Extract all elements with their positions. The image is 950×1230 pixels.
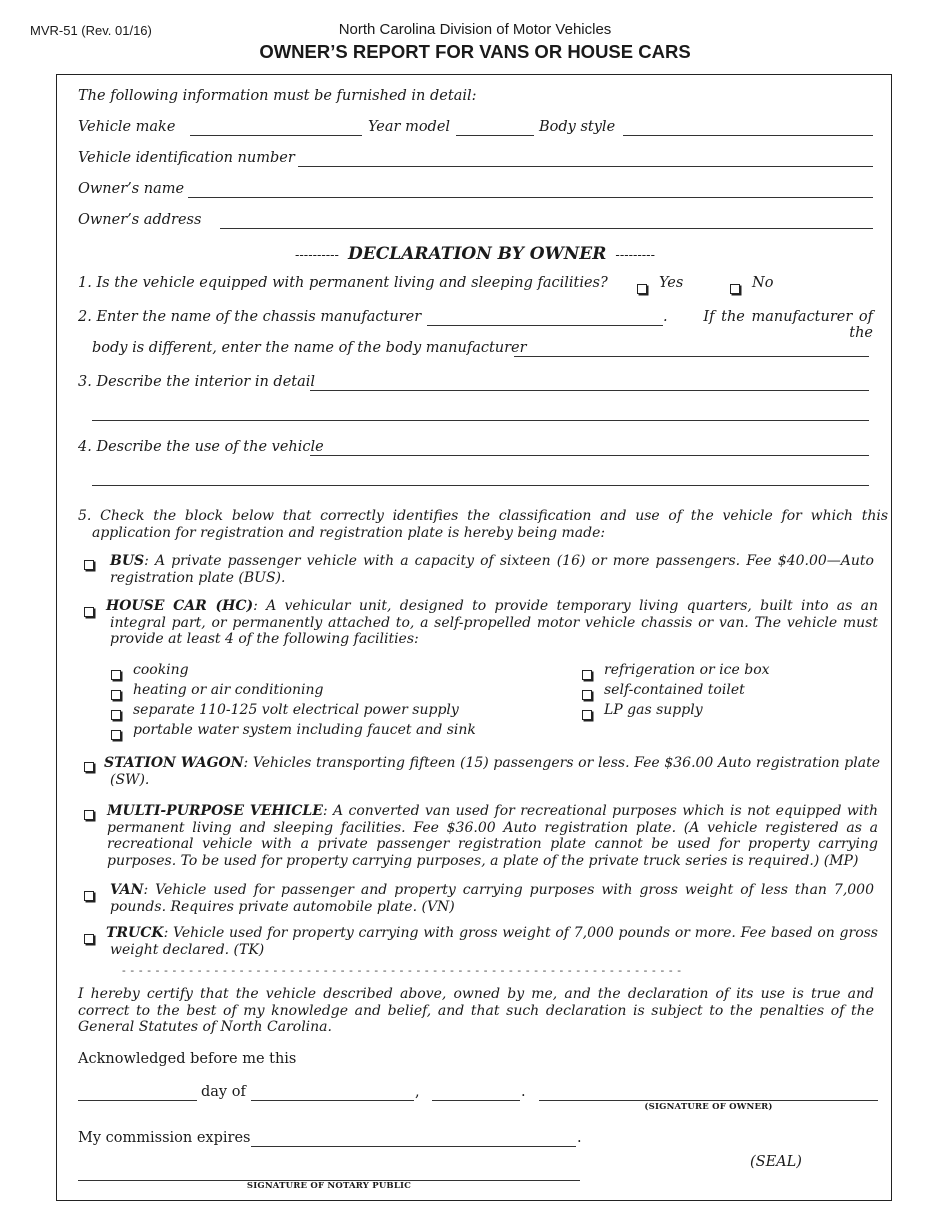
no-checkbox[interactable]: [730, 279, 740, 298]
owner-address-field[interactable]: [220, 228, 873, 229]
electrical-checkbox[interactable]: [111, 705, 121, 724]
station-wagon-description: : Vehicles transporting fifteen (15) passengers or less. Fee $36.00 Auto registration plate (SW).: [110, 755, 880, 788]
notary-signature-label: SIGNATURE OF NOTARY PUBLIC: [246, 1181, 412, 1191]
yes-label: Yes: [659, 275, 684, 291]
year-model-field[interactable]: [456, 135, 534, 136]
bus-description: : A private passenger vehicle with a capacity of sixteen (16) or more passengers. Fee $40.00—Auto registration plate (BUS).: [110, 553, 874, 586]
page-title: OWNER’S REPORT FOR VANS OR HOUSE CARS: [259, 41, 691, 62]
declaration-dashes-right: ---------: [615, 248, 655, 263]
month-field[interactable]: [251, 1100, 414, 1101]
house-car-option: [106, 598, 878, 648]
truck-title: TRUCK: [106, 925, 164, 941]
house-car-checkbox[interactable]: [84, 602, 94, 621]
no-label: No: [752, 275, 774, 291]
question-2c: body is different, enter the name of the body manufacturer: [92, 340, 527, 356]
facility-electrical: separate 110-125 volt electrical power supply: [133, 702, 459, 718]
seal-label: (SEAL): [750, 1154, 802, 1170]
day-field[interactable]: [78, 1100, 197, 1101]
facility-cooking: cooking: [133, 662, 189, 678]
cooking-checkbox[interactable]: [111, 665, 121, 684]
water-checkbox[interactable]: [111, 725, 121, 744]
multi-purpose-description: : A converted van used for recreational purposes which is not equipped with permanent living and sleeping facilities. Fee $36.00 Auto registration plate. (A vehicle registered as a recreational vehicle with a private passenger registration plate cannot be used for property carrying purposes. To be used for property carrying purposes, a plate of the private truck series is required.) (MP): [107, 803, 878, 869]
bus-checkbox[interactable]: [84, 555, 94, 574]
vin-label: Vehicle identification number: [78, 150, 295, 166]
question-2b: If the manufacturer of the: [703, 309, 873, 341]
multi-purpose-checkbox[interactable]: [84, 805, 94, 824]
question-1: 1. Is the vehicle equipped with permanent living and sleeping facilities?: [78, 275, 608, 291]
lp-gas-checkbox[interactable]: [582, 705, 592, 724]
facility-lp-gas: LP gas supply: [604, 702, 703, 718]
year-model-label: Year model: [368, 119, 451, 135]
year-field[interactable]: [432, 1100, 520, 1101]
question-4: 4. Describe the use of the vehicle: [78, 439, 324, 455]
dashed-separator: - - - - - - - - - - - - - - - - - - - - - - - - - - - - - - - - - - - - - - - - - - - - - - - - - - - - - - - - - - - - - - - - - - -: [122, 964, 682, 977]
facility-heating: heating or air conditioning: [133, 682, 324, 698]
multi-purpose-option: [107, 803, 878, 869]
intro-text: The following information must be furnished in detail:: [78, 88, 477, 104]
vehicle-make-label: Vehicle make: [78, 119, 176, 135]
day-of-label: day of: [201, 1084, 246, 1100]
facility-water: portable water system including faucet and sink: [133, 722, 476, 738]
heating-checkbox[interactable]: [111, 685, 121, 704]
multi-purpose-title: MULTI-PURPOSE VEHICLE: [107, 803, 323, 819]
form-number: MVR-51 (Rev. 01/16): [30, 23, 152, 38]
truck-checkbox[interactable]: [84, 929, 94, 948]
bus-option: [110, 553, 874, 586]
truck-description: : Vehicle used for property carrying with gross weight of 7,000 pounds or more. Fee based on gross weight declared. (TK): [110, 925, 878, 958]
q2-period: .: [663, 309, 668, 325]
declaration-heading: [0, 244, 950, 264]
van-checkbox[interactable]: [84, 886, 94, 905]
use-field-1[interactable]: [310, 455, 869, 456]
date-comma: ,: [415, 1084, 420, 1100]
agency-name: North Carolina Division of Motor Vehicles: [338, 21, 612, 38]
declaration-title: DECLARATION BY OWNER: [348, 244, 607, 264]
body-style-field[interactable]: [623, 135, 873, 136]
commission-field[interactable]: [251, 1146, 576, 1147]
truck-option: [106, 925, 878, 958]
body-style-label: Body style: [539, 119, 616, 135]
question-5: 5. Check the block below that correctly identifies the classification and use of the vehicle for which this application for registration and registration plate is hereby being made:: [78, 508, 888, 541]
interior-field-2[interactable]: [92, 420, 869, 421]
owner-name-field[interactable]: [188, 197, 873, 198]
bus-title: BUS: [110, 553, 145, 569]
van-title: VAN: [110, 882, 144, 898]
toilet-checkbox[interactable]: [582, 685, 592, 704]
question-2a: 2. Enter the name of the chassis manufacturer: [78, 309, 422, 325]
facility-toilet: self-contained toilet: [604, 682, 745, 698]
owner-address-label: Owner’s address: [78, 212, 202, 228]
question-3: 3. Describe the interior in detail: [78, 374, 316, 390]
station-wagon-title: STATION WAGON: [104, 755, 244, 771]
vin-field[interactable]: [298, 166, 873, 167]
owner-signature-label: (SIGNATURE OF OWNER): [644, 1102, 773, 1112]
yes-checkbox[interactable]: [637, 279, 647, 298]
facility-refrigeration: refrigeration or ice box: [604, 662, 770, 678]
owner-name-label: Owner’s name: [78, 181, 185, 197]
declaration-dashes-left: ----------: [295, 248, 339, 263]
commission-label: My commission expires: [78, 1130, 251, 1146]
commission-period: .: [577, 1130, 582, 1146]
van-option: [110, 882, 874, 915]
station-wagon-checkbox[interactable]: [84, 757, 94, 776]
body-manufacturer-field[interactable]: [514, 356, 869, 357]
vehicle-make-field[interactable]: [190, 135, 362, 136]
interior-field-1[interactable]: [310, 390, 869, 391]
house-car-description: : A vehicular unit, designed to provide temporary living quarters, built into as an integral part, or permanently attached to, a self-propelled motor vehicle chassis or van. The vehicle must provide at least 4 of the following facilities:: [110, 598, 878, 647]
certification-text: I hereby certify that the vehicle described above, owned by me, and the declaration of its use is true and correct to the best of my knowledge and belief, and that such declaration is subject to the penalties of the General Statutes of North Carolina.: [78, 986, 874, 1035]
acknowledged-label: Acknowledged before me this: [78, 1051, 297, 1067]
refrigeration-checkbox[interactable]: [582, 665, 592, 684]
station-wagon-option: [104, 755, 880, 788]
house-car-title: HOUSE CAR (HC): [106, 598, 254, 614]
use-field-2[interactable]: [92, 485, 869, 486]
owner-signature-field[interactable]: [539, 1100, 878, 1101]
date-period: .: [521, 1084, 526, 1100]
chassis-manufacturer-field[interactable]: [427, 325, 663, 326]
van-description: : Vehicle used for passenger and property carrying purposes with gross weight of less than 7,000 pounds. Requires private automobile plate. (VN): [110, 882, 874, 915]
